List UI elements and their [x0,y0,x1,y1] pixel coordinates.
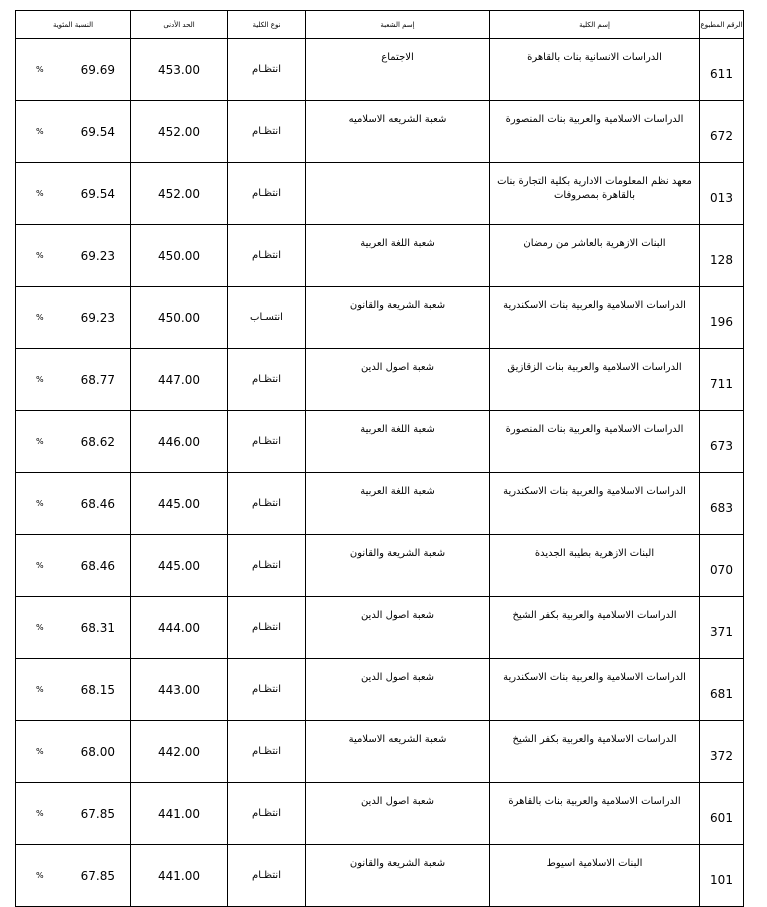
table-row [16,163,744,225]
college-type-cell: انتظـام [228,597,306,659]
college-name-cell: البنات الاسلامية اسيوط [490,845,700,907]
percent-sign: % [36,499,44,508]
percentage-value: 67.85 [80,868,115,883]
percent-sign: % [36,251,44,260]
college-name-cell: الدراسات الاسلامية والعربية بنات المنصورة [490,101,700,163]
college-name-cell: الدراسات الاسلامية والعربية بنات الاسكندرية [490,287,700,349]
college-name-cell: معهد نظم المعلومات الادارية بكلية التجارة بنات بالقاهرة بمصروفات [490,163,700,225]
table-row [16,101,744,163]
table-row [16,659,744,721]
printed-code-cell: 070 [700,535,744,597]
percent-sign: % [36,747,44,756]
college-type-cell: انتظـام [228,721,306,783]
printed-code-cell: 711 [700,349,744,411]
percentage-cell [16,473,131,535]
minimum-score-cell: 450.00 [131,287,228,349]
percent-sign: % [36,437,44,446]
college-type-cell: انتظـام [228,845,306,907]
minimum-score-cell: 445.00 [131,535,228,597]
table-row [16,411,744,473]
college-type-cell: انتظـام [228,473,306,535]
percentage-cell [16,163,131,225]
percentage-value: 69.54 [80,124,115,139]
percentage-cell [16,411,131,473]
college-name-cell: البنات الازهرية بطيبة الجديدة [490,535,700,597]
table-row [16,535,744,597]
college-type-cell: انتظـام [228,349,306,411]
percent-sign: % [36,623,44,632]
printed-code-cell: 681 [700,659,744,721]
percentage-value: 69.23 [80,310,115,325]
college-type-cell: انتظـام [228,411,306,473]
branch-name-cell: شعبة الشريعة والقانون [306,535,490,597]
percentage-cell [16,39,131,101]
printed-code-cell: 672 [700,101,744,163]
percentage-value: 68.46 [80,558,115,573]
branch-name-cell: الاجتماع [306,39,490,101]
branch-name-cell: شعبة الشريعة والقانون [306,287,490,349]
percentage-value: 67.85 [80,806,115,821]
college-name-cell: الدراسات الاسلامية والعربية بكفر الشيخ [490,597,700,659]
branch-name-cell: شعبة اللغة العربية [306,473,490,535]
percentage-cell [16,287,131,349]
percentage-value: 69.23 [80,248,115,263]
percentage-value: 68.31 [80,620,115,635]
table-row [16,225,744,287]
college-type-cell: انتظـام [228,163,306,225]
printed-code-cell: 101 [700,845,744,907]
header-branch-name: إسم الشعبة [306,11,490,39]
college-name-cell: الدراسات الانسانية بنات بالقاهرة [490,39,700,101]
minimum-score-cell: 441.00 [131,783,228,845]
table-header-row [16,11,744,39]
college-name-cell: الدراسات الاسلامية والعربية بنات الزقازيق [490,349,700,411]
percent-sign: % [36,561,44,570]
percent-sign: % [36,127,44,136]
percentage-value: 68.46 [80,496,115,511]
percent-sign: % [36,809,44,818]
percent-sign: % [36,189,44,198]
branch-name-cell [306,163,490,225]
printed-code-cell: 683 [700,473,744,535]
percentage-value: 69.69 [80,62,115,77]
college-type-cell: انتظـام [228,225,306,287]
percentage-value: 68.62 [80,434,115,449]
header-minimum: الحد الأدنى [131,11,228,39]
minimum-score-cell: 442.00 [131,721,228,783]
percent-sign: % [36,65,44,74]
college-name-cell: الدراسات الاسلامية والعربية بنات المنصورة [490,411,700,473]
table-row [16,287,744,349]
college-type-cell: انتسـاب [228,287,306,349]
minimum-score-cell: 443.00 [131,659,228,721]
college-name-cell: الدراسات الاسلامية والعربية بنات بالقاهرة [490,783,700,845]
percent-sign: % [36,313,44,322]
minimum-score-cell: 453.00 [131,39,228,101]
printed-code-cell: 673 [700,411,744,473]
college-type-cell: انتظـام [228,783,306,845]
minimum-score-cell: 441.00 [131,845,228,907]
branch-name-cell: شعبة الشريعه الاسلاميه [306,101,490,163]
header-percentage: النسبة المئوية [16,11,131,39]
branch-name-cell: شعبة اصول الدين [306,783,490,845]
percentage-cell [16,225,131,287]
printed-code-cell: 128 [700,225,744,287]
percentage-value: 68.00 [80,744,115,759]
college-type-cell: انتظـام [228,659,306,721]
table-row [16,845,744,907]
branch-name-cell: شعبة اصول الدين [306,597,490,659]
college-name-cell: الدراسات الاسلامية والعربية بنات الاسكندرية [490,473,700,535]
minimum-score-cell: 452.00 [131,163,228,225]
admission-table [15,10,744,907]
percentage-cell [16,845,131,907]
college-type-cell: انتظـام [228,39,306,101]
branch-name-cell: شعبة اللغة العربية [306,225,490,287]
minimum-score-cell: 446.00 [131,411,228,473]
printed-code-cell: 611 [700,39,744,101]
header-printed-code: الرقم المطبوع [700,11,744,39]
table-row [16,473,744,535]
percent-sign: % [36,871,44,880]
percentage-value: 68.77 [80,372,115,387]
percentage-value: 68.15 [80,682,115,697]
percentage-cell [16,349,131,411]
percentage-cell [16,101,131,163]
branch-name-cell: شعبة الشريعة والقانون [306,845,490,907]
percentage-value: 69.54 [80,186,115,201]
branch-name-cell: شعبة اصول الدين [306,659,490,721]
minimum-score-cell: 450.00 [131,225,228,287]
percent-sign: % [36,685,44,694]
branch-name-cell: شعبة الشريعه الاسلامية [306,721,490,783]
percentage-cell [16,597,131,659]
minimum-score-cell: 452.00 [131,101,228,163]
printed-code-cell: 196 [700,287,744,349]
table-row [16,597,744,659]
printed-code-cell: 372 [700,721,744,783]
college-type-cell: انتظـام [228,535,306,597]
printed-code-cell: 013 [700,163,744,225]
percentage-cell [16,659,131,721]
header-college-type: نوع الكلية [228,11,306,39]
table-row [16,39,744,101]
header-college-name: إسم الكلية [490,11,700,39]
minimum-score-cell: 447.00 [131,349,228,411]
minimum-score-cell: 444.00 [131,597,228,659]
percent-sign: % [36,375,44,384]
percentage-cell [16,535,131,597]
college-name-cell: الدراسات الاسلامية والعربية بكفر الشيخ [490,721,700,783]
college-name-cell: البنات الازهرية بالعاشر من رمضان [490,225,700,287]
table-row [16,349,744,411]
college-name-cell: الدراسات الاسلامية والعربية بنات الاسكندرية [490,659,700,721]
table-row [16,783,744,845]
branch-name-cell: شعبة اصول الدين [306,349,490,411]
college-type-cell: انتظـام [228,101,306,163]
printed-code-cell: 371 [700,597,744,659]
percentage-cell [16,783,131,845]
branch-name-cell: شعبة اللغة العربية [306,411,490,473]
printed-code-cell: 601 [700,783,744,845]
minimum-score-cell: 445.00 [131,473,228,535]
